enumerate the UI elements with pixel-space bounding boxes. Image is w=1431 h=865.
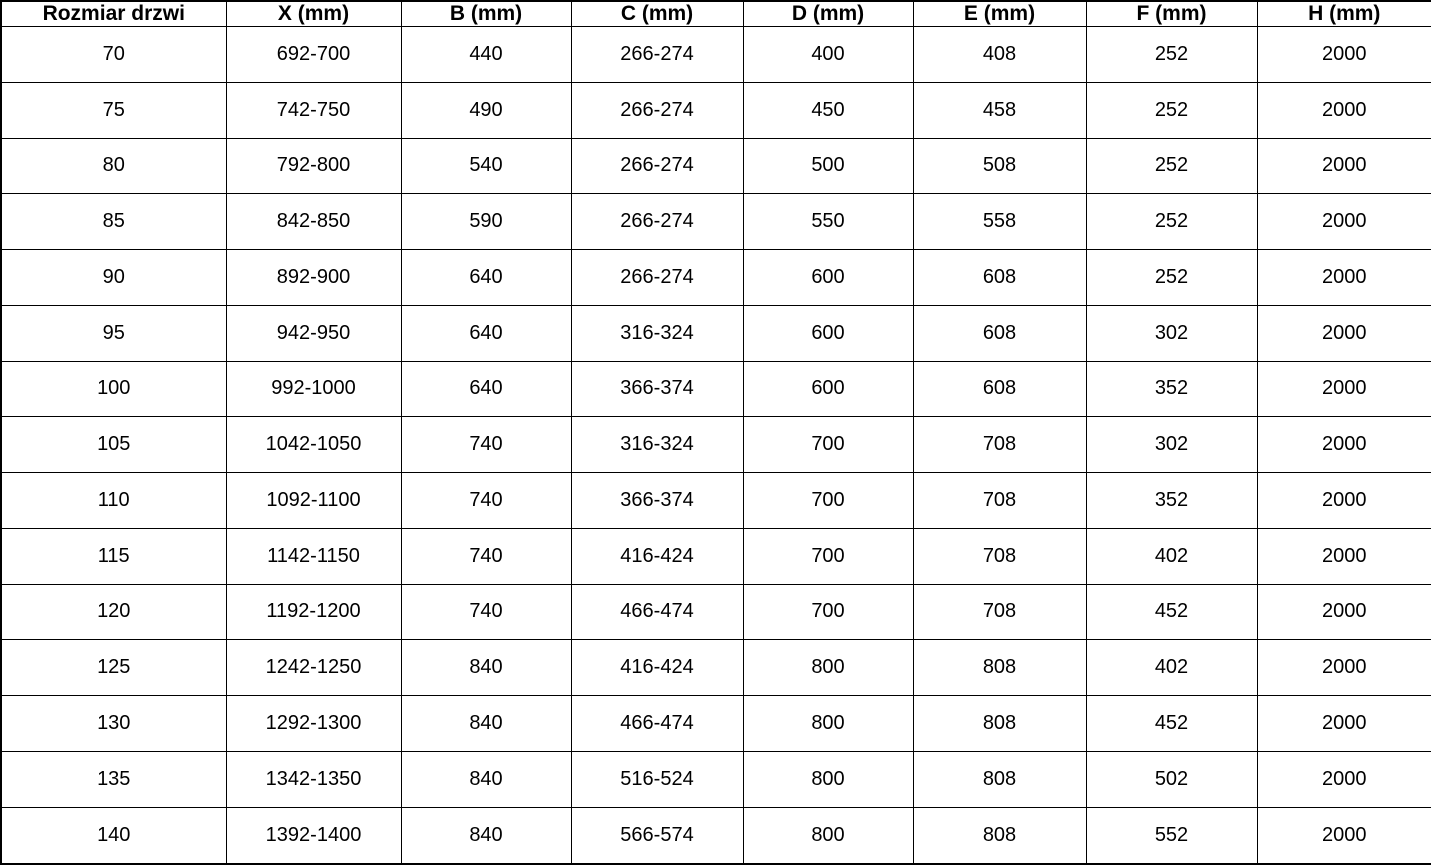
table-cell: 540 [401,138,571,194]
table-cell: 708 [913,473,1086,529]
table-cell: 105 [1,417,226,473]
table-cell: 590 [401,194,571,250]
table-cell: 640 [401,361,571,417]
header-cell-0: Rozmiar drzwi [1,1,226,27]
table-cell: 366-374 [571,361,743,417]
table-cell: 892-900 [226,250,401,306]
table-cell: 502 [1086,751,1257,807]
table-cell: 252 [1086,27,1257,83]
table-cell: 75 [1,82,226,138]
table-cell: 600 [743,305,913,361]
table-cell: 700 [743,584,913,640]
table-cell: 266-274 [571,82,743,138]
table-cell: 252 [1086,194,1257,250]
table-cell: 840 [401,640,571,696]
table-cell: 110 [1,473,226,529]
header-cell-5: E (mm) [913,1,1086,27]
table-cell: 808 [913,807,1086,864]
table-cell: 2000 [1257,751,1431,807]
header-cell-7: H (mm) [1257,1,1431,27]
table-cell: 452 [1086,584,1257,640]
table-cell: 1192-1200 [226,584,401,640]
table-cell: 130 [1,696,226,752]
table-cell: 740 [401,584,571,640]
table-cell: 742-750 [226,82,401,138]
table-cell: 316-324 [571,417,743,473]
table-cell: 700 [743,473,913,529]
table-cell: 416-424 [571,640,743,696]
table-row [1,640,1431,696]
table-row [1,528,1431,584]
table-cell: 608 [913,305,1086,361]
table-cell: 90 [1,250,226,306]
table-cell: 700 [743,417,913,473]
table-cell: 115 [1,528,226,584]
table-cell: 135 [1,751,226,807]
table-cell: 302 [1086,305,1257,361]
table-cell: 2000 [1257,473,1431,529]
table-cell: 2000 [1257,361,1431,417]
table-cell: 808 [913,640,1086,696]
table-cell: 500 [743,138,913,194]
table-cell: 708 [913,584,1086,640]
table-cell: 452 [1086,696,1257,752]
table-row [1,138,1431,194]
table-cell: 740 [401,528,571,584]
table-cell: 352 [1086,473,1257,529]
table-cell: 458 [913,82,1086,138]
table-cell: 800 [743,751,913,807]
table-cell: 2000 [1257,807,1431,864]
table-cell: 95 [1,305,226,361]
table-cell: 352 [1086,361,1257,417]
table-row [1,27,1431,83]
table-cell: 600 [743,361,913,417]
table-cell: 740 [401,417,571,473]
table-cell: 2000 [1257,417,1431,473]
table-row [1,696,1431,752]
table-cell: 608 [913,361,1086,417]
table-cell: 266-274 [571,250,743,306]
table-cell: 516-524 [571,751,743,807]
table-row [1,417,1431,473]
table-cell: 2000 [1257,194,1431,250]
table-cell: 640 [401,305,571,361]
table-cell: 266-274 [571,194,743,250]
table-cell: 1392-1400 [226,807,401,864]
table-cell: 252 [1086,138,1257,194]
table-cell: 2000 [1257,250,1431,306]
header-cell-3: C (mm) [571,1,743,27]
table-cell: 550 [743,194,913,250]
header-cell-6: F (mm) [1086,1,1257,27]
table-cell: 70 [1,27,226,83]
table-cell: 440 [401,27,571,83]
table-cell: 450 [743,82,913,138]
table-cell: 700 [743,528,913,584]
table-cell: 508 [913,138,1086,194]
table-cell: 85 [1,194,226,250]
table-cell: 140 [1,807,226,864]
table-cell: 408 [913,27,1086,83]
table-cell: 708 [913,417,1086,473]
table-cell: 252 [1086,82,1257,138]
table-cell: 1142-1150 [226,528,401,584]
table-cell: 2000 [1257,696,1431,752]
table-cell: 800 [743,696,913,752]
table-cell: 490 [401,82,571,138]
table-cell: 1292-1300 [226,696,401,752]
table-cell: 842-850 [226,194,401,250]
table-cell: 1242-1250 [226,640,401,696]
table-cell: 840 [401,807,571,864]
table-row [1,194,1431,250]
table-cell: 740 [401,473,571,529]
table-cell: 800 [743,807,913,864]
table-cell: 2000 [1257,584,1431,640]
table-cell: 266-274 [571,27,743,83]
table-cell: 600 [743,250,913,306]
table-cell: 466-474 [571,696,743,752]
table-cell: 366-374 [571,473,743,529]
table-cell: 1042-1050 [226,417,401,473]
table-cell: 708 [913,528,1086,584]
table-row [1,250,1431,306]
table-cell: 100 [1,361,226,417]
header-cell-1: X (mm) [226,1,401,27]
table-cell: 840 [401,696,571,752]
table-cell: 608 [913,250,1086,306]
table-cell: 692-700 [226,27,401,83]
table-cell: 252 [1086,250,1257,306]
table-row [1,584,1431,640]
table-cell: 792-800 [226,138,401,194]
table-cell: 2000 [1257,27,1431,83]
table-cell: 402 [1086,528,1257,584]
table-cell: 808 [913,696,1086,752]
table-cell: 800 [743,640,913,696]
table-header-row [1,1,1431,27]
table-cell: 552 [1086,807,1257,864]
table-cell: 2000 [1257,528,1431,584]
header-cell-2: B (mm) [401,1,571,27]
table-row [1,305,1431,361]
table-cell: 80 [1,138,226,194]
table-row [1,807,1431,864]
table-row [1,751,1431,807]
table-cell: 416-424 [571,528,743,584]
table-cell: 2000 [1257,305,1431,361]
table-cell: 1342-1350 [226,751,401,807]
table-cell: 266-274 [571,138,743,194]
table-cell: 400 [743,27,913,83]
table-cell: 942-950 [226,305,401,361]
table-cell: 808 [913,751,1086,807]
table-row [1,361,1431,417]
table-row [1,473,1431,529]
table-cell: 566-574 [571,807,743,864]
table-cell: 558 [913,194,1086,250]
table-cell: 2000 [1257,82,1431,138]
table-cell: 840 [401,751,571,807]
table-cell: 402 [1086,640,1257,696]
table-cell: 640 [401,250,571,306]
table-cell: 302 [1086,417,1257,473]
table-cell: 316-324 [571,305,743,361]
table-row [1,82,1431,138]
table-cell: 2000 [1257,138,1431,194]
table-cell: 466-474 [571,584,743,640]
header-cell-4: D (mm) [743,1,913,27]
table-cell: 1092-1100 [226,473,401,529]
table-cell: 992-1000 [226,361,401,417]
table-cell: 125 [1,640,226,696]
table-cell: 120 [1,584,226,640]
table-cell: 2000 [1257,640,1431,696]
